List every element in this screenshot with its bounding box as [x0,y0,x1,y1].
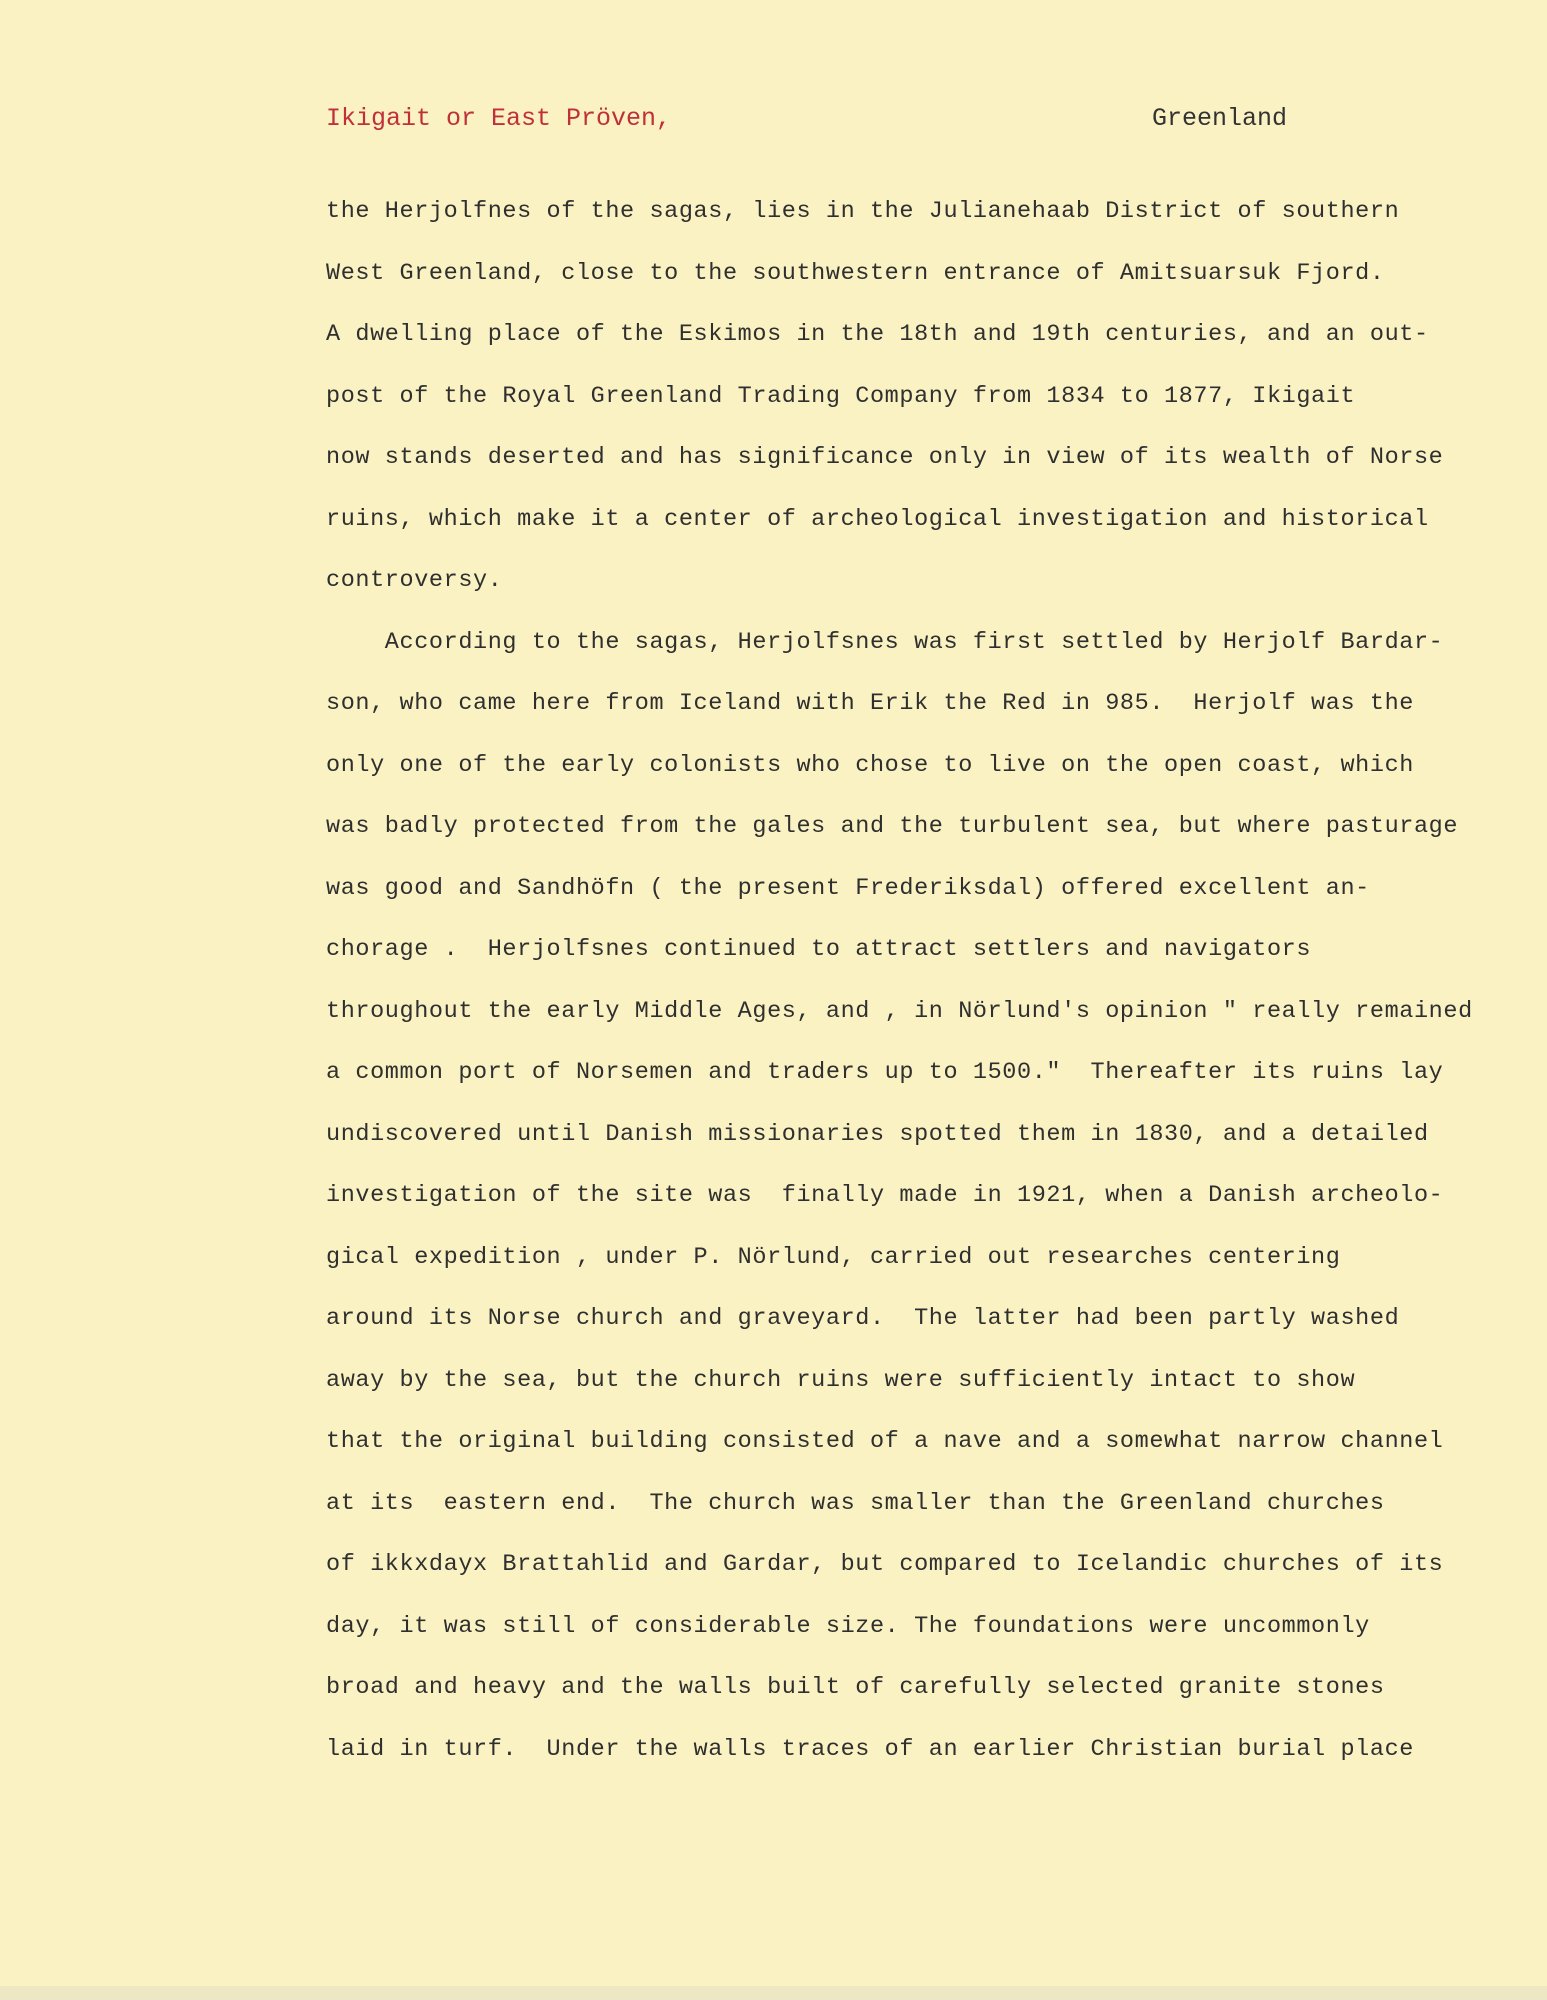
text-line: away by the sea, but the church ruins were sufficiently intact to show [326,1366,1356,1394]
page-header [326,102,1296,136]
text-line: at its eastern end. The church was smaller than the Greenland churches [326,1489,1385,1517]
text-line: that the original building consisted of a nave and a somewhat narrow channel [326,1428,1444,1455]
text-line: ruins, which make it a center of archeological investigation and historical [326,505,1429,533]
location-label: Greenland [1152,104,1288,133]
text-line: gical expedition , under P. Nörlund, carried out researches centering [326,1243,1341,1271]
text-line: controversy. [326,567,503,594]
text-line: investigation of the site was finally made in 1921, when a Danish archeolo- [326,1182,1444,1209]
text-line: son, who came here from Iceland with Erik the Red in 985. Herjolf was the [326,690,1414,717]
document-body [326,194,1526,1793]
text-line: now stands deserted and has significance only in view of its wealth of Norse [326,444,1444,471]
text-line: undiscovered until Danish missionaries spotted them in 1830, and a detailed [326,1120,1429,1148]
text-line: According to the sagas, Herjolfsnes was first settled by Herjolf Bardar- [326,628,1444,656]
text-line: of ikkxdayx Brattahlid and Gardar, but compared to Icelandic churches of its [326,1551,1444,1578]
text-line: broad and heavy and the walls built of carefully selected granite stones [326,1674,1385,1701]
text-line: A dwelling place of the Eskimos in the 18th and 19th centuries, and an out- [326,321,1429,348]
text-line: chorage . Herjolfsnes continued to attract settlers and navigators [326,936,1312,963]
text-line: West Greenland, close to the southwestern entrance of Amitsuarsuk Fjord. [326,259,1385,287]
text-line: was badly protected from the gales and the turbulent sea, but where pasturage [326,813,1459,840]
text-line: throughout the early Middle Ages, and , in Nörlund's opinion " really remained [326,997,1473,1025]
text-line: laid in turf. Under the walls traces of an earlier Christian burial place [326,1735,1414,1763]
text-line: around its Norse church and graveyard. The latter had been partly washed [326,1305,1400,1332]
text-line: the Herjolfnes of the sagas, lies in the Julianehaab District of southern [326,198,1400,225]
text-line: day, it was still of considerable size. The foundations were uncommonly [326,1612,1370,1640]
text-line: post of the Royal Greenland Trading Company from 1834 to 1877, Ikigait [326,382,1356,410]
page-title: Ikigait or East Pröven, [326,104,672,133]
text-line: a common port of Norsemen and traders up to 1500." Thereafter its ruins lay [326,1059,1444,1086]
text-line: only one of the early colonists who chose to live on the open coast, which [326,751,1414,779]
text-line: was good and Sandhöfn ( the present Frederiksdal) offered excellent an- [326,874,1370,902]
